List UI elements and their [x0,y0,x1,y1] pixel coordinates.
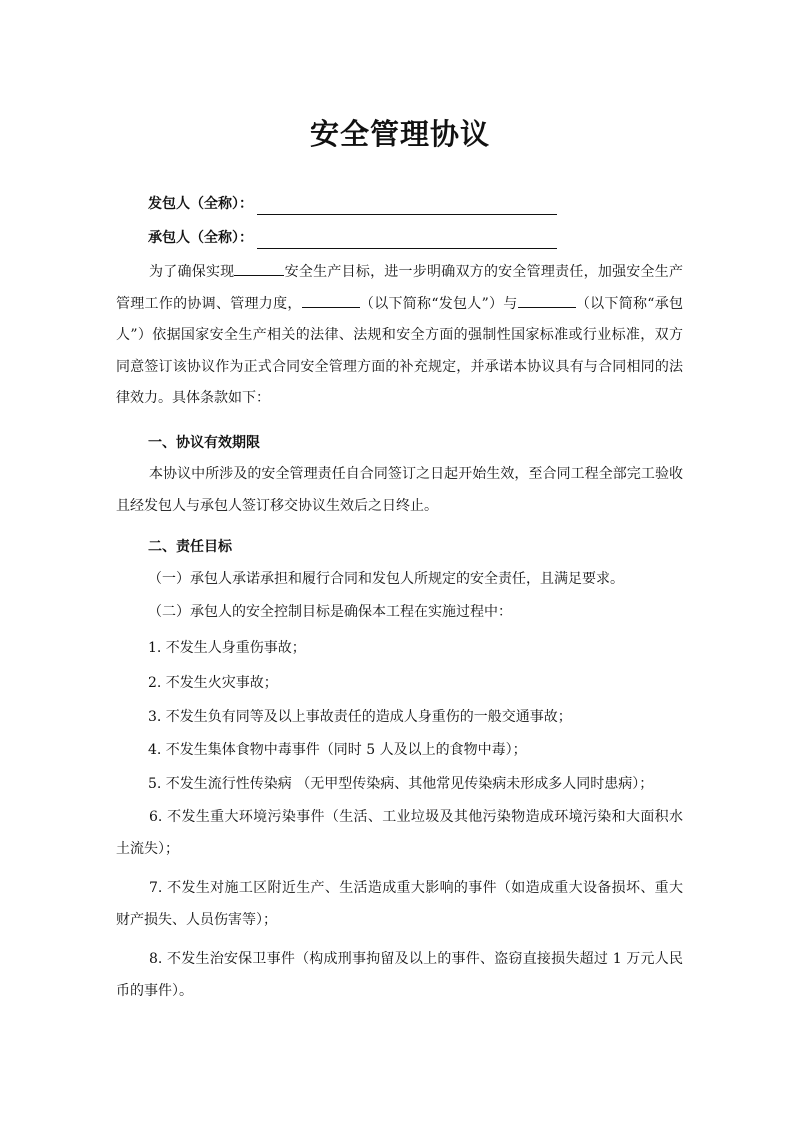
party-b-blank [257,232,557,249]
party-a-line [148,193,557,215]
document-title: 安全管理协议 [309,117,490,151]
goal-blank [234,260,284,276]
section2-item-b: （二）承包人的安全控制目标是确保本工程在实施过程中： [148,604,512,620]
goal-item: 7. 不发生对施工区附近生产、生活造成重大影响的事件（如造成重大设备损坏、重大财产损失、人员伤害等）； [116,880,683,928]
party-a-label: 发包人（全称）： [148,196,253,212]
goal-item: 4. 不发生集体食物中毒事件（同时 5 人及以上的食物中毒）； [148,742,527,758]
section1-text: 本协议中所涉及的安全管理责任自合同签订之日起开始生效，至合同工程全部完工验收且经发包人与承包人签订移交协议生效后之日终止。 [116,466,683,514]
goal-item: 3. 不发生负有同等及以上事故责任的造成人身重伤的一般交通事故； [148,709,572,725]
section2-item-a: （一）承包人承诺承担和履行合同和发包人所规定的安全责任，且满足要求。 [148,571,624,587]
section2-heading: 二、责任目标 [148,539,232,555]
intro-text-4: （以下简称“承包人”）依据国家安全生产相关的法律、法规和安全方面的强制性国家标准或行业标准，双方同意签订该协议作为正式合同安全管理方面的补充规定，并承诺本协议具有与合同相同的法律效力。具体条款如下： [116,295,683,406]
goal-item: 6. 不发生重大环境污染事件（生活、工业垃圾及其他污染物造成环境污染和大面积水土流失）； [116,809,683,857]
intro-text-2: 安全生产目标，进一步明确双方的安全管理责任，加强安全生产管理工作的协调、管理力度， [116,264,684,312]
intro-text-1: 为了确保实现 [149,264,235,280]
party-b-line [148,227,557,249]
section1-heading: 一、协议有效期限 [148,435,260,451]
party-b-label: 承包人（全称）： [148,230,253,246]
intro-text-3: （以下简称“发包人”）与 [359,295,518,312]
goal-item: 1. 不发生人身重伤事故； [148,640,306,656]
party-a-blank [257,198,557,215]
goal-item: 2. 不发生火灾事故； [148,675,278,691]
contractor-blank [518,292,576,308]
goal-item: 8. 不发生治安保卫事件（构成刑事拘留及以上的事件、盗窃直接损失超过 1 万元人民币的事件）。 [116,951,683,999]
goal-item: 5. 不发生流行性传染病 （无甲型传染病、其他常见传染病未形成多人同时患病）； [148,776,654,792]
intro-paragraph [116,257,683,415]
employer-blank [302,292,360,308]
